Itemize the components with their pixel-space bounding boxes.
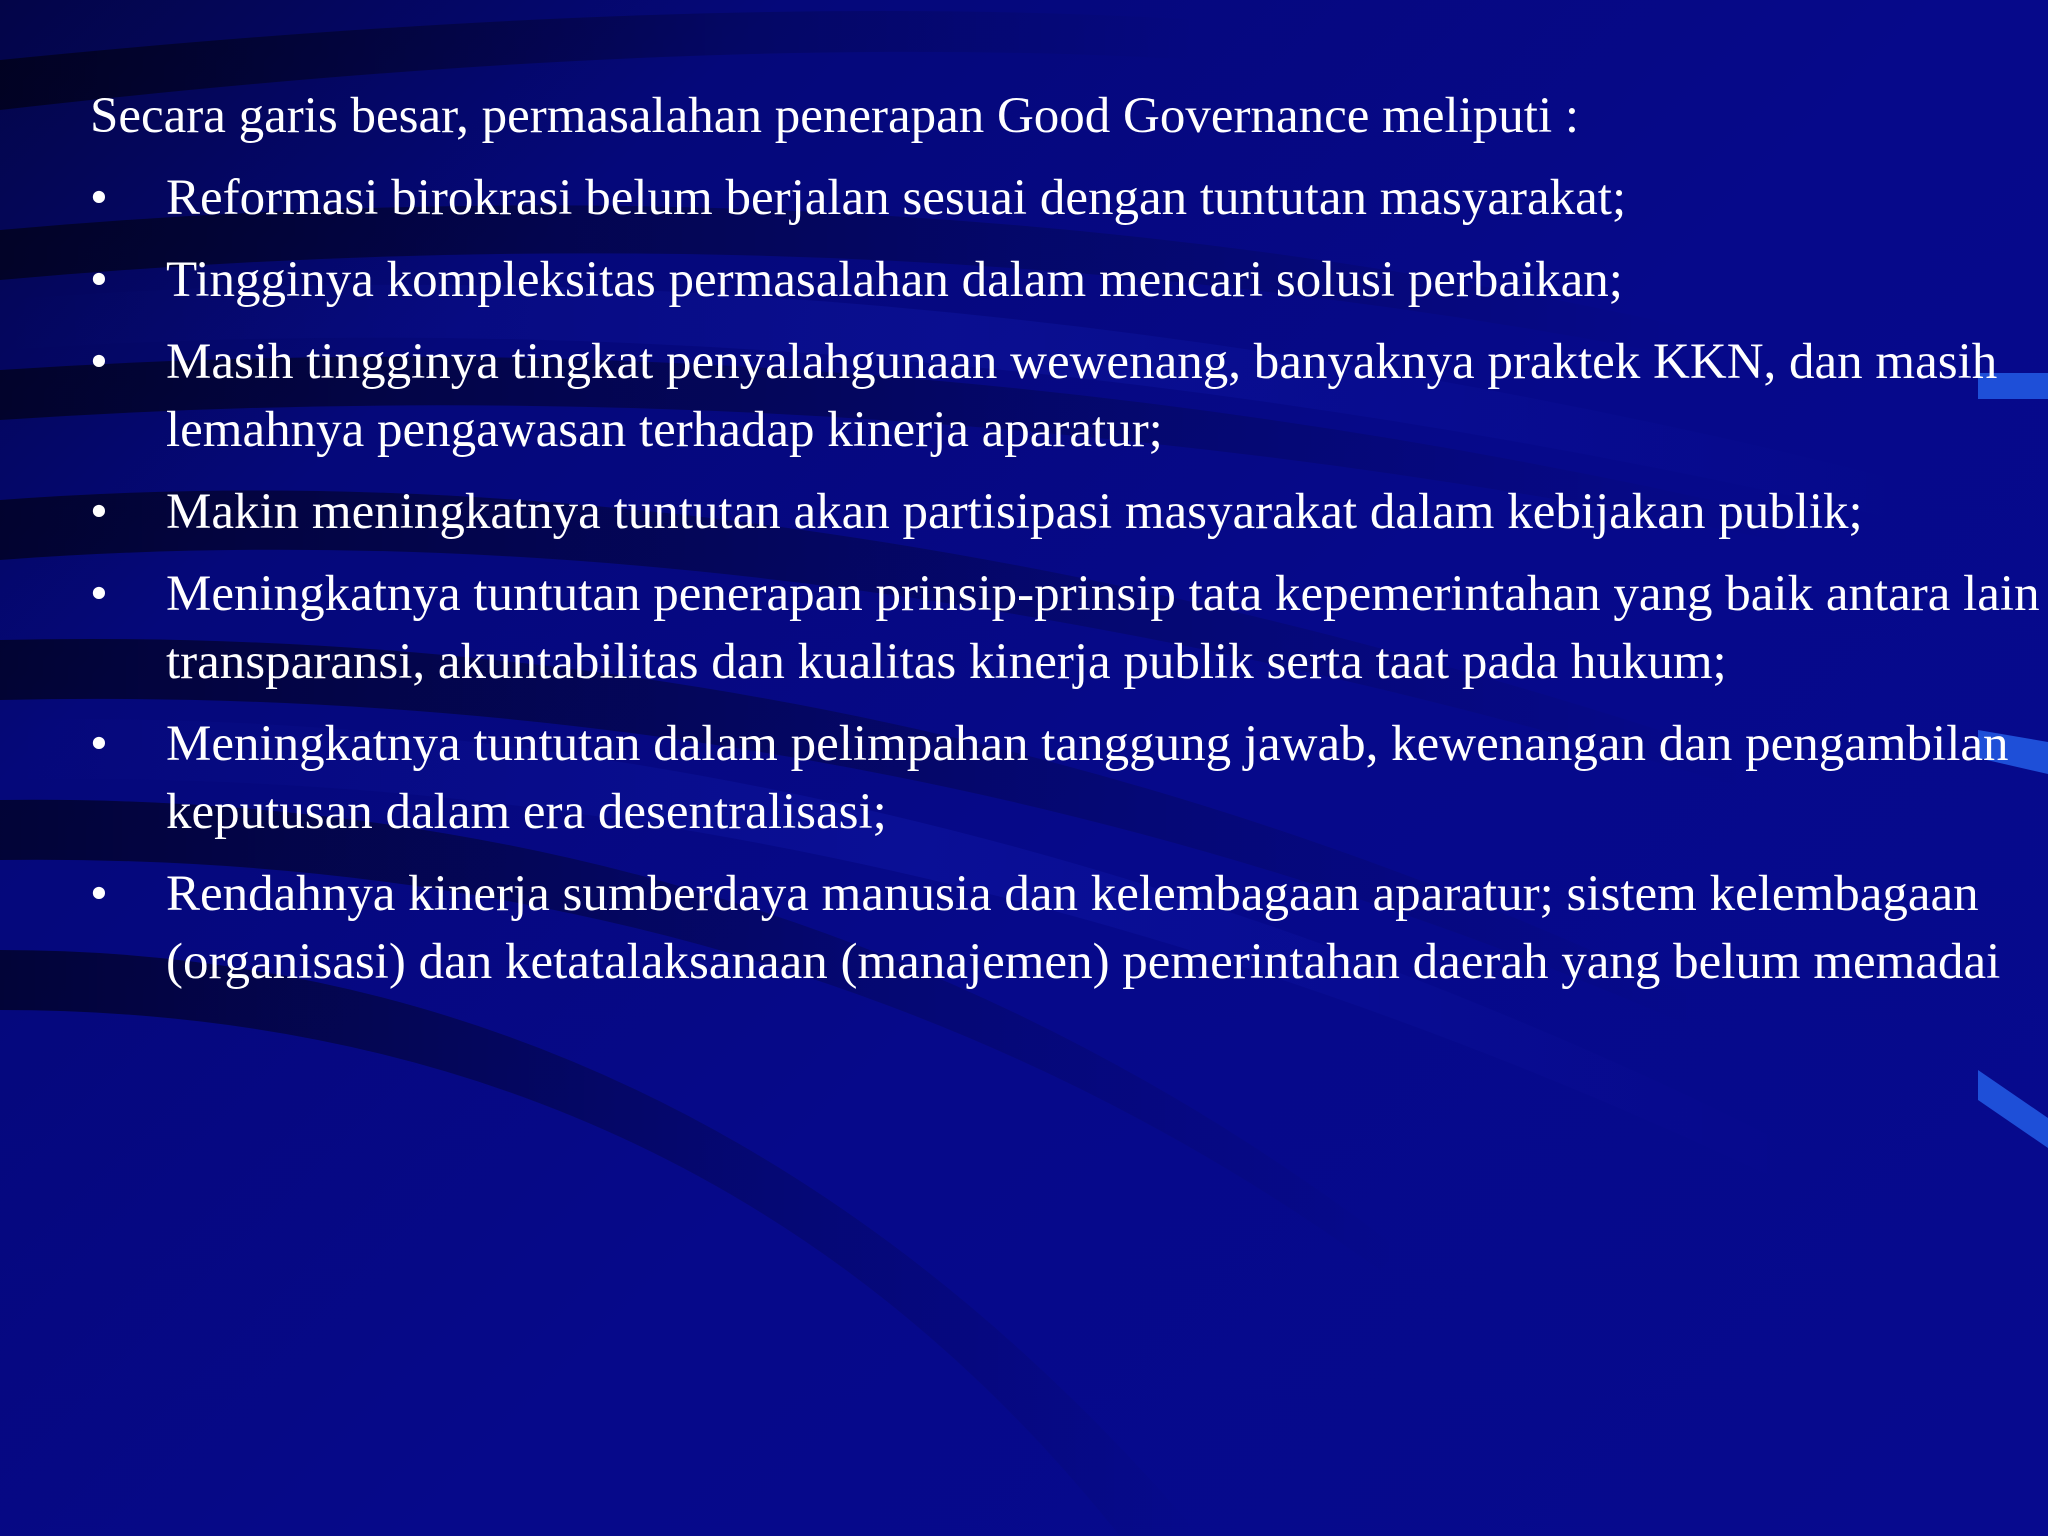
bullet-icon: • bbox=[90, 716, 108, 772]
list-item bbox=[90, 164, 2048, 232]
bullet-icon: • bbox=[90, 566, 108, 622]
bullet-text: Tingginya kompleksitas permasalahan dalam mencari solusi perbaikan; bbox=[166, 252, 1623, 308]
bullet-icon: • bbox=[90, 866, 108, 922]
bullet-text: Reformasi birokrasi belum berjalan sesuai dengan tuntutan masyarakat; bbox=[166, 170, 1627, 226]
bullet-text: Meningkatnya tuntutan dalam pelimpahan tanggung jawab, kewenangan dan pengambilan keputusan dalam era desentralisasi; bbox=[166, 716, 2009, 840]
bullet-text: Makin meningkatnya tuntutan akan partisipasi masyarakat dalam kebijakan publik; bbox=[166, 484, 1863, 540]
list-item bbox=[90, 478, 2048, 546]
list-item bbox=[90, 560, 2048, 696]
bullet-icon: • bbox=[90, 252, 108, 308]
bullet-icon: • bbox=[90, 170, 108, 226]
bullet-list bbox=[90, 164, 2040, 996]
bullet-icon: • bbox=[90, 334, 108, 390]
list-item bbox=[90, 246, 2048, 314]
list-item bbox=[90, 710, 2048, 846]
bullet-text: Rendahnya kinerja sumberdaya manusia dan kelembagaan aparatur; sistem kelembagaan (organisasi) dan ketatalaksanaan (manajemen) pemerintahan daerah yang belum memadai bbox=[166, 866, 2001, 990]
slide-content bbox=[90, 82, 2040, 1010]
bullet-text: Masih tingginya tingkat penyalahgunaan wewenang, banyaknya praktek KKN, dan masih lemahnya pengawasan terhadap kinerja aparatur; bbox=[166, 334, 1998, 458]
list-item bbox=[90, 860, 2048, 996]
bullet-text: Meningkatnya tuntutan penerapan prinsip-prinsip tata kepemerintahan yang baik antara lain transparansi, akuntabilitas dan kualitas kinerja publik serta taat pada hukum; bbox=[166, 566, 2040, 690]
bullet-icon: • bbox=[90, 484, 108, 540]
list-item bbox=[90, 328, 2048, 464]
intro-text: Secara garis besar, permasalahan penerapan Good Governance meliputi : bbox=[90, 88, 1580, 144]
